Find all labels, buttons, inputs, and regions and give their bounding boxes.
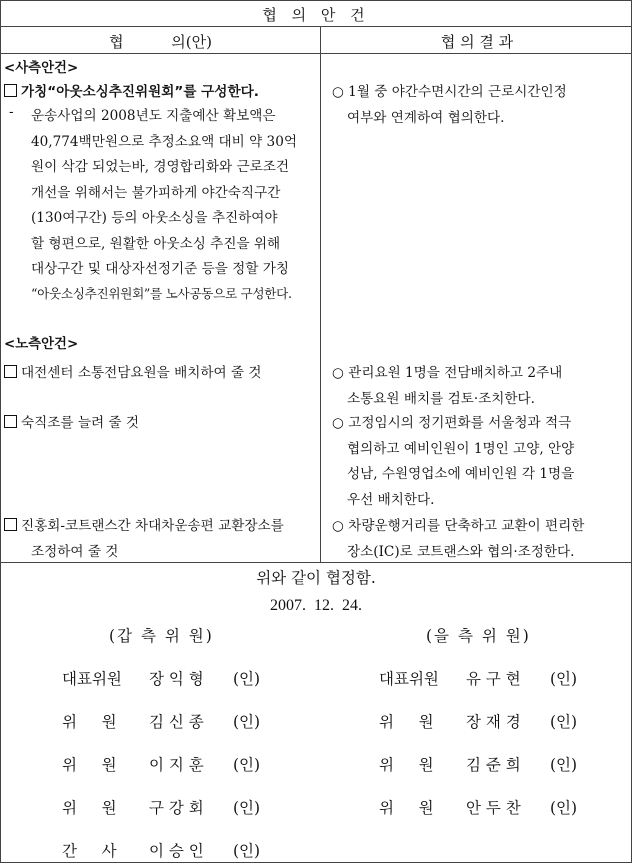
signatory-role: 대표위원	[62, 670, 122, 688]
closing-statement: 위와 같이 협정함.	[256, 569, 376, 587]
signatory-role: 위 원	[62, 713, 117, 731]
section-header-union: <노측안건>	[4, 337, 79, 352]
signatory-role: 위 원	[379, 799, 434, 817]
seal-mark: (인)	[550, 756, 578, 774]
checkbox-icon	[4, 518, 17, 531]
signatory-name: 안 두 찬	[466, 799, 521, 817]
result-line: 여부와 연계하여 협의한다.	[347, 109, 505, 126]
result-line: ○ 고정임시의 정기편화를 서울청과 적극	[332, 415, 572, 431]
seal-mark: (인)	[233, 670, 261, 688]
result-line: 우선 배치한다.	[347, 491, 435, 508]
result-line: 장소(IC)로 코트랜스와 협의·조정한다.	[347, 543, 575, 560]
column-divider	[320, 26, 321, 562]
result-line: 협의하고 예비인원이 1명인 고양, 안양	[347, 440, 575, 457]
checkbox-icon	[4, 415, 17, 428]
signatory-name: 이 지 훈	[149, 756, 204, 774]
seal-mark: (인)	[233, 713, 261, 731]
party-a-header: (갑 측 위 원)	[109, 627, 214, 645]
signatory-name: 장 재 경	[466, 713, 521, 731]
seal-mark: (인)	[233, 842, 261, 860]
description-line: 원이 삭감 되었는바, 경영합리화와 근로조건	[31, 159, 289, 175]
company-item-title-text: 가칭“아웃소싱추진위원회”를 구성한다.	[21, 84, 259, 100]
seal-mark: (인)	[550, 713, 578, 731]
company-item-title	[4, 80, 259, 100]
checkbox-icon	[4, 365, 17, 378]
signatory-role: 위 원	[62, 799, 117, 817]
signatory-name: 김 준 희	[466, 756, 521, 774]
demand-line: 진홍회-코트랜스간 차대차운송편 교환장소를	[21, 518, 284, 534]
signatory-role: 위 원	[379, 713, 434, 731]
signatory-name: 이 승 인	[149, 842, 204, 860]
seal-mark: (인)	[233, 799, 261, 817]
result-line: 성남, 수원영업소에 예비인원 각 1명을	[347, 466, 575, 482]
result-line: ○ 1월 중 야간수면시간의 근로시간인정	[332, 84, 567, 100]
section-header-company: <사측안건>	[4, 61, 79, 76]
table-top-border	[1, 0, 631, 1]
signatory-role: 대표위원	[379, 670, 439, 688]
column-header-left: 협 의(안)	[109, 33, 212, 51]
checkbox-icon	[4, 84, 17, 97]
table-bottom-divider	[1, 562, 631, 563]
seal-mark: (인)	[233, 756, 261, 774]
signatory-name: 김 신 종	[149, 713, 204, 731]
description-line: 개선을 위해서는 불가피하게 야간숙직구간	[31, 184, 281, 201]
signatory-name: 구 강 회	[149, 799, 204, 817]
signatory-role: 위 원	[379, 756, 434, 774]
description-line: “아웃소싱추진위원회”를 노사공동으로 구성한다.	[31, 285, 292, 301]
dash-marker: -	[9, 104, 14, 120]
demand-line: 숙직조를 늘려 줄 것	[21, 415, 140, 431]
demand-line: 조정하여 줄 것	[31, 543, 119, 560]
header-divider	[1, 53, 631, 54]
signatory-name: 장 익 형	[149, 670, 204, 688]
seal-mark: (인)	[550, 670, 578, 688]
party-b-header: (을 측 위 원)	[426, 627, 531, 645]
description-line: (130여구간) 등의 아웃소싱을 추진하여야	[31, 210, 278, 226]
signatory-name: 유 구 현	[466, 670, 521, 688]
result-line: 소통요원 배치를 검토·조치한다.	[347, 390, 535, 407]
signatory-role: 위 원	[62, 756, 117, 774]
document-title: 협 의 안 건	[262, 6, 370, 24]
title-divider	[1, 26, 631, 27]
column-header-right: 협 의 결 과	[440, 33, 514, 51]
result-line: ○ 차량운행거리를 단축하고 교환이 편리한	[332, 518, 585, 534]
seal-mark: (인)	[550, 799, 578, 817]
demand-line: 대전센터 소통전담요원을 배치하여 줄 것	[21, 365, 262, 381]
description-line: 대상구간 및 대상자선정기준 등을 정할 가칭	[31, 261, 289, 277]
agreement-date: 2007. 12. 24.	[270, 597, 362, 614]
description-line: 할 형편으로, 원활한 아웃소싱 추진을 위해	[31, 235, 281, 252]
result-line: ○ 관리요원 1명을 전담배치하고 2주내	[332, 365, 563, 381]
description-line: 40,774백만원으로 추정소요액 대비 약 30억	[31, 133, 297, 150]
signatory-role: 간 사	[62, 842, 117, 860]
description-line: 운송사업의 2008년도 지출예산 확보액은	[31, 108, 276, 124]
